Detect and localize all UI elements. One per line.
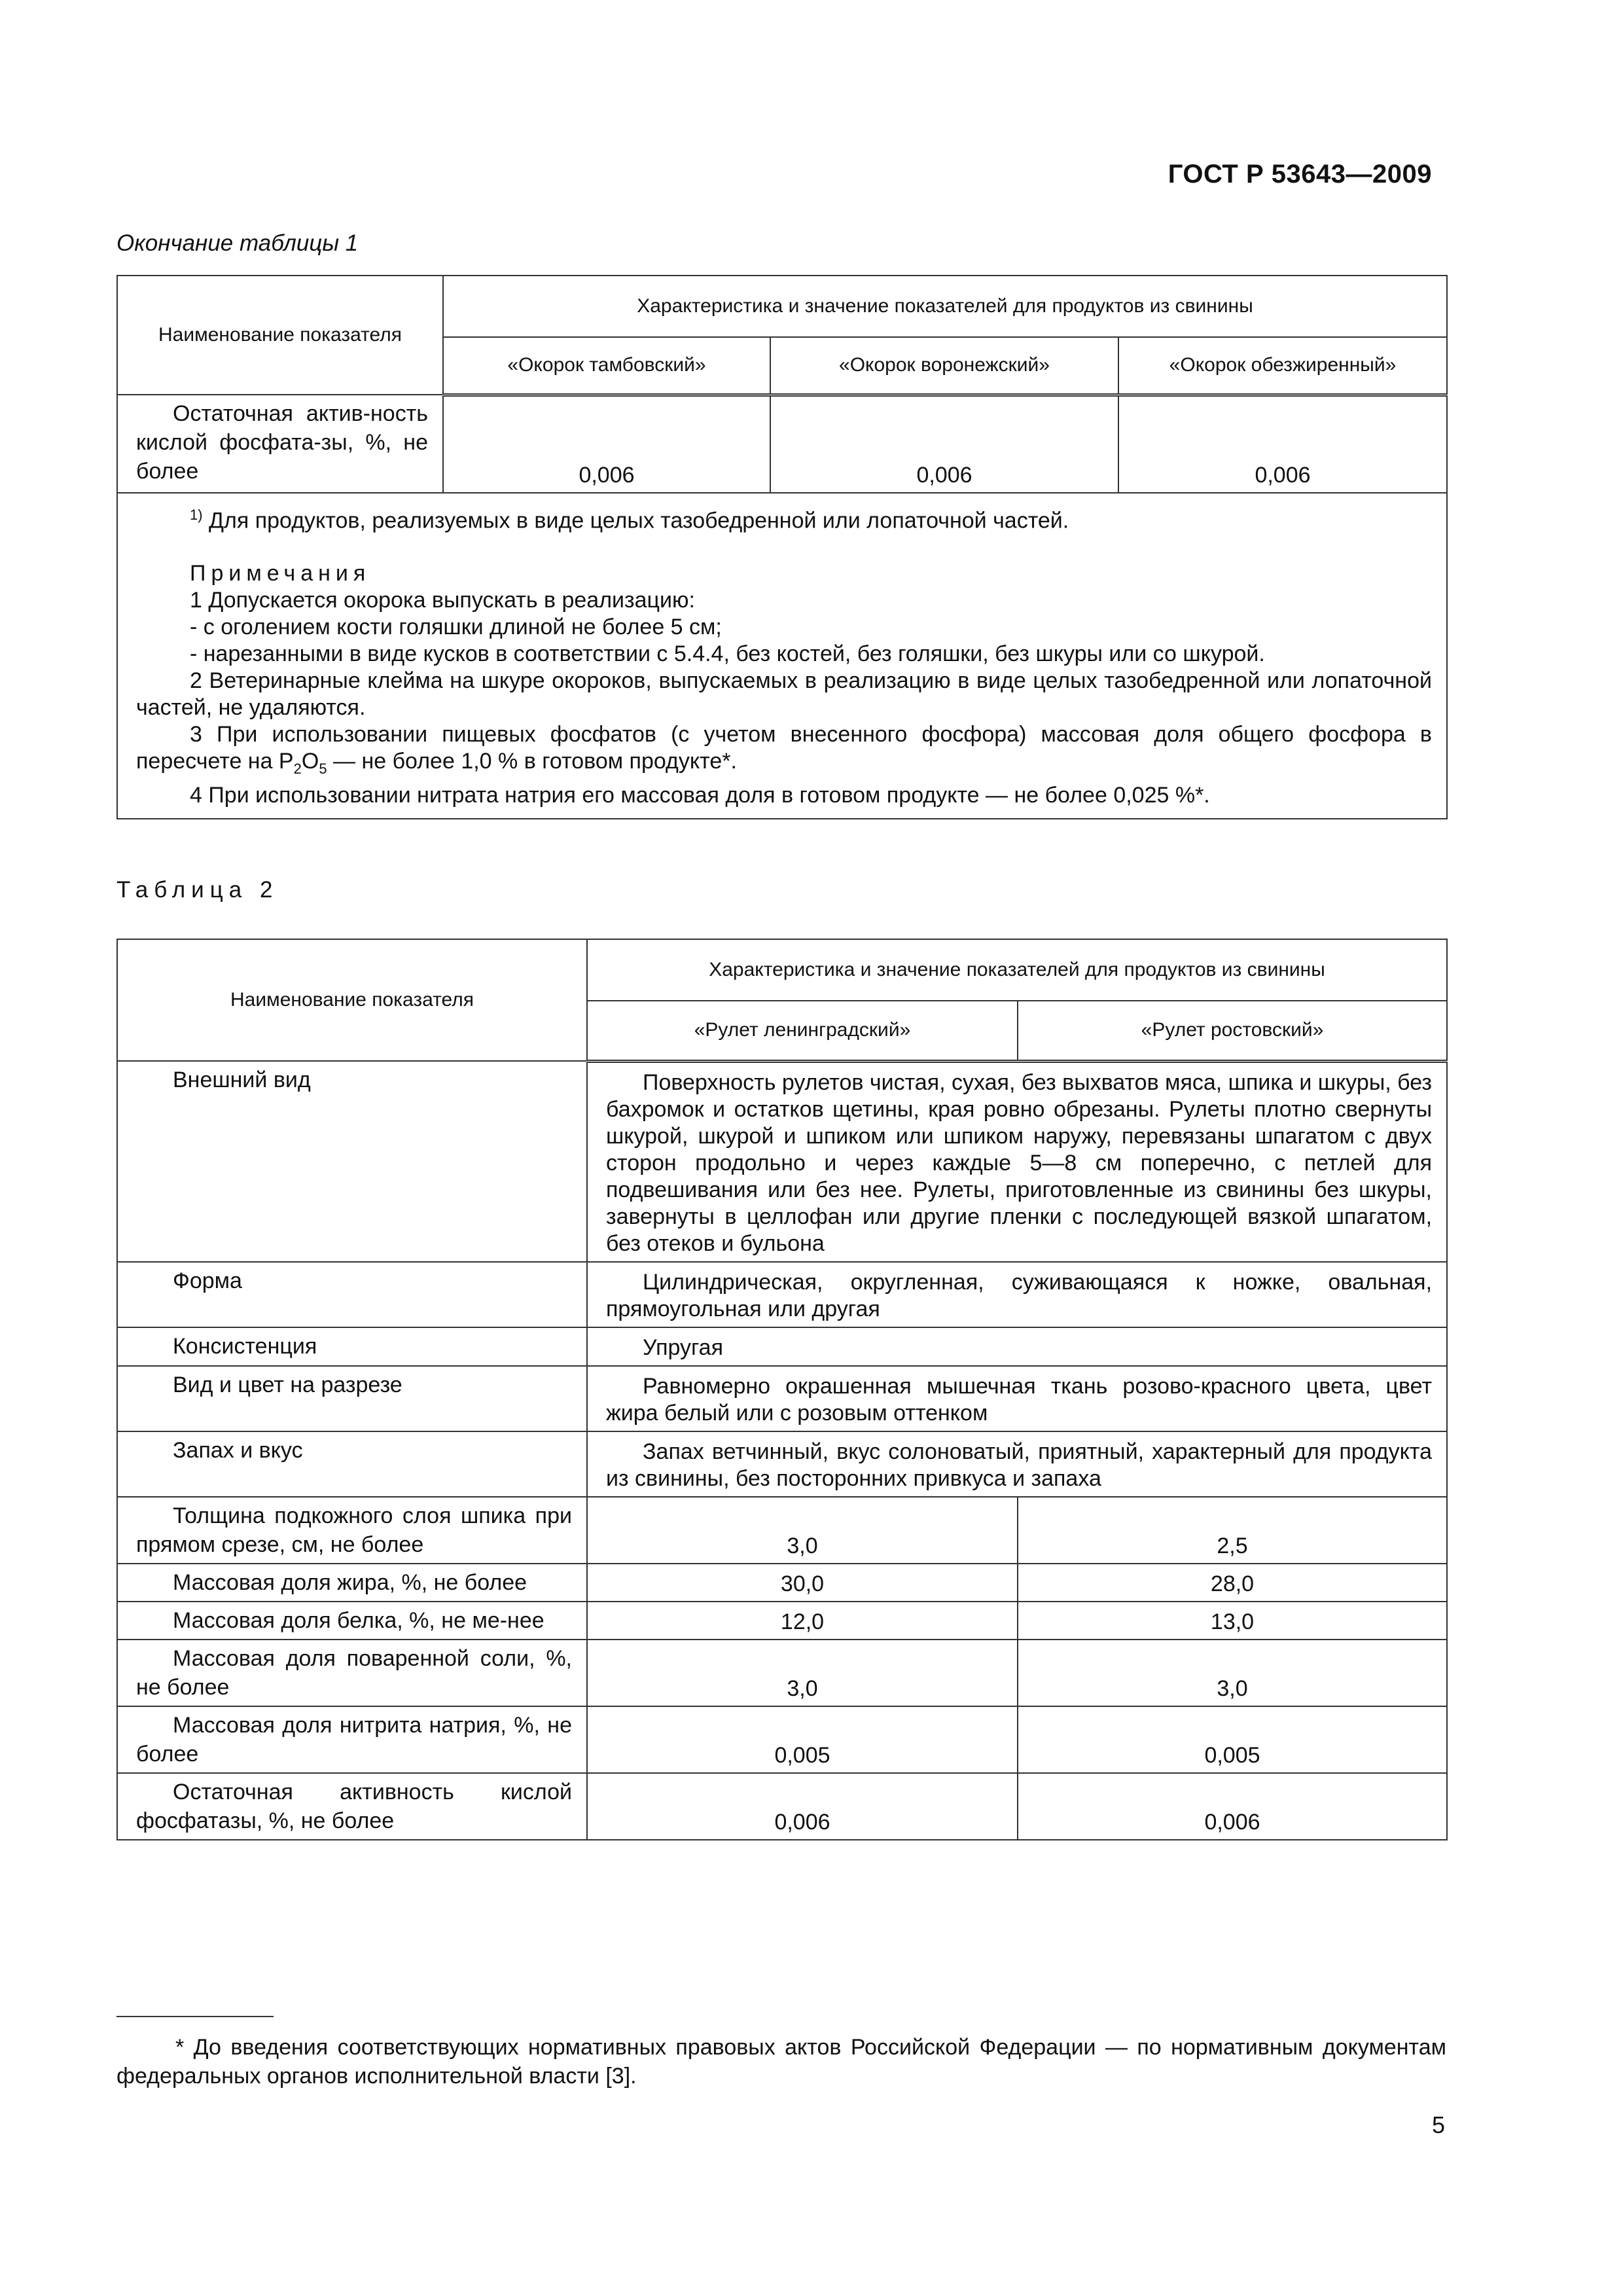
- product-header: «Окорок воронежский»: [770, 337, 1118, 395]
- table-2: [116, 939, 1448, 1840]
- indicator-value: 3,0: [587, 1640, 1018, 1706]
- indicator-value: 0,006: [1118, 395, 1447, 493]
- table-row: [117, 1262, 1447, 1327]
- indicator-name: Массовая доля жира, %, не более: [117, 1564, 587, 1602]
- group-header: Характеристика и значение показателей для продуктов из свинины: [443, 276, 1447, 337]
- table-row: [117, 1497, 1447, 1564]
- note-1-item: - с оголением кости голяшки длиной не более 5 см;: [190, 615, 722, 640]
- indicator-name: Внешний вид: [117, 1061, 587, 1262]
- product-header: «Рулет ленинградский»: [587, 1001, 1018, 1061]
- table-1: [116, 275, 1448, 819]
- table-row: [117, 1366, 1447, 1431]
- indicator-value: 0,006: [1018, 1773, 1447, 1840]
- table1-notes: [117, 493, 1447, 819]
- indicator-description: Упругая: [587, 1327, 1447, 1366]
- indicator-description: Запах ветчинный, вкус солоноватый, приятный, характерный для продукта из свинины, без посторонних привкуса и запаха: [587, 1431, 1447, 1497]
- col-header-name: Наименование показателя: [117, 939, 587, 1061]
- group-header: Характеристика и значение показателей для продуктов из свинины: [587, 939, 1447, 1001]
- note-1: 1 Допускается окорока выпускать в реализацию:: [190, 588, 695, 613]
- page-footnote: * До введения соответствующих нормативных правовых актов Российской Федерации — по нормативным документам федеральных органов исполнительной власти [3].: [116, 2035, 1446, 2089]
- indicator-name: Консистенция: [117, 1327, 587, 1366]
- indicator-value: 13,0: [1018, 1602, 1447, 1640]
- indicator-value: 0,006: [587, 1773, 1018, 1840]
- indicator-value: 3,0: [1018, 1640, 1447, 1706]
- indicator-value: 0,006: [770, 395, 1118, 493]
- indicator-description: Цилиндрическая, округленная, суживающаяся к ножке, овальная, прямоугольная или другая: [587, 1262, 1447, 1327]
- note-1-item: - нарезанными в виде кусков в соответствии с 5.4.4, без костей, без голяшки, без шкуры или со шкурой.: [190, 641, 1265, 667]
- table-row: [117, 1564, 1447, 1602]
- table-row: [117, 1061, 1447, 1262]
- table2-caption: Таблица 2: [116, 877, 279, 903]
- table-row: [117, 1602, 1447, 1640]
- indicator-name: Запах и вкус: [117, 1431, 587, 1497]
- page-number: 5: [1431, 2111, 1445, 2138]
- indicator-description: Равномерно окрашенная мышечная ткань розово-красного цвета, цвет жира белый или с розовым оттенком: [587, 1366, 1447, 1431]
- table1-caption: Окончание таблицы 1: [116, 230, 359, 256]
- indicator-name: Форма: [117, 1262, 587, 1327]
- table-row: [117, 1773, 1447, 1840]
- indicator-value: 2,5: [1018, 1497, 1447, 1564]
- indicator-value: 12,0: [587, 1602, 1018, 1640]
- note-4: 4 При использовании нитрата натрия его массовая доля в готовом продукте — не более 0,025 %*.: [190, 783, 1210, 808]
- indicator-name: Массовая доля нитрита натрия, %, не более: [117, 1706, 587, 1773]
- indicator-name: Массовая доля поваренной соли, %, не более: [117, 1640, 587, 1706]
- table-row: [117, 1327, 1447, 1366]
- product-header: «Рулет ростовский»: [1018, 1001, 1447, 1061]
- indicator-value: 28,0: [1018, 1564, 1447, 1602]
- indicator-name: Толщина подкожного слоя шпика при прямом срезе, см, не более: [117, 1497, 587, 1564]
- indicator-value: 0,005: [1018, 1706, 1447, 1773]
- indicator-value: 3,0: [587, 1497, 1018, 1564]
- indicator-value: 0,006: [443, 395, 770, 493]
- product-header: «Окорок обезжиренный»: [1118, 337, 1447, 395]
- table-row: [117, 1640, 1447, 1706]
- notes-title: Примечания: [190, 561, 371, 586]
- col-header-name: Наименование показателя: [117, 276, 443, 395]
- product-header: «Окорок тамбовский»: [443, 337, 770, 395]
- note-2: 2 Ветеринарные клейма на шкуре окороков, выпускаемых в реализацию в виде целых тазобедренной или лопаточной частей, не удаляются.: [136, 668, 1432, 721]
- indicator-name: Вид и цвет на разрезе: [117, 1366, 587, 1431]
- footnote-divider: [116, 2016, 274, 2017]
- indicator-name: Остаточная активность кислой фосфатазы, %, не более: [117, 1773, 587, 1840]
- indicator-description: Поверхность рулетов чистая, сухая, без выхватов мяса, шпика и шкуры, без бахромок и остатков щетины, края ровно обрезаны. Рулеты плотно свернуты шкурой, шкурой и шпиком или шпиком наружу, перевязаны шпагатом с двух сторон продольно и через каждые 5—8 см поперечно, с петлей для подвешивания или без нее. Рулеты, приготовленные из свинины без шкуры, завернуты в целлофан или другие пленки с последующей вязкой шпагатом, без отеков и бульона: [587, 1061, 1447, 1262]
- indicator-name: Массовая доля белка, %, не ме-нее: [117, 1602, 587, 1640]
- indicator-value: 0,005: [587, 1706, 1018, 1773]
- footnote-1: $^{1)}$ Для продуктов, реализуемых в виде целых тазобедренной или лопаточной частей.: [190, 507, 1069, 533]
- table-row: [117, 1706, 1447, 1773]
- indicator-name: Остаточная актив-ность кислой фосфата-зы, %, не более: [117, 395, 443, 493]
- note-3: 3 При использовании пищевых фосфатов (с учетом внесенного фосфора) массовая доля общего фосфора в пересчете на $P_2O_5$ — не более 1,0 % в готовом продукте*.: [136, 722, 1432, 778]
- document-code: ГОСТ Р 53643—2009: [1168, 160, 1432, 188]
- table-row: [117, 1431, 1447, 1497]
- indicator-value: 30,0: [587, 1564, 1018, 1602]
